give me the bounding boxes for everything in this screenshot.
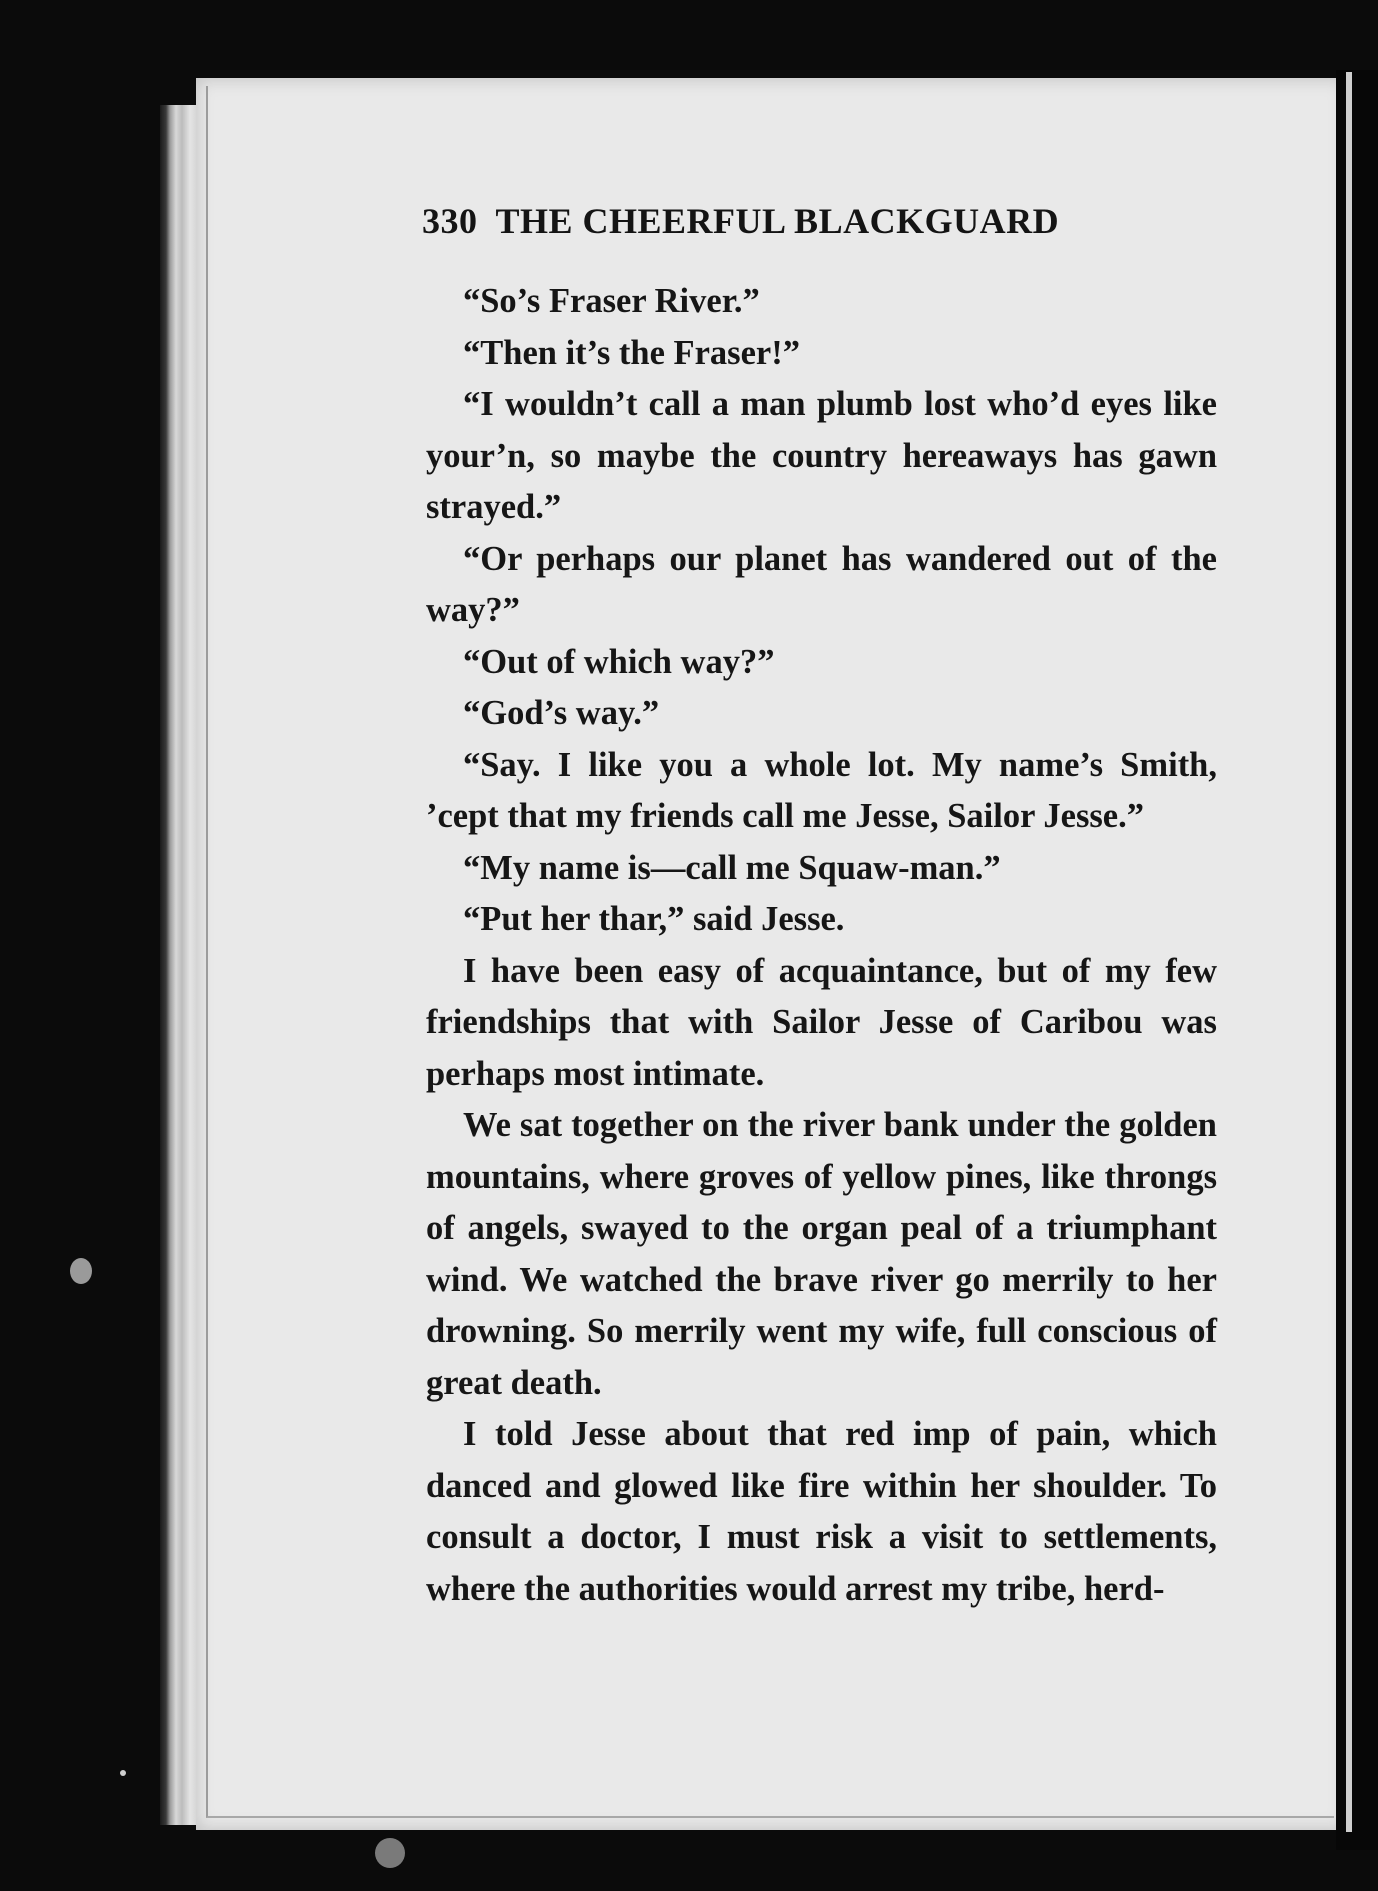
paragraph: I have been easy of acquaintance, but of my few friendships that with Sailor Jesse of Caribou was perhaps most intimate. — [426, 951, 1217, 1093]
paragraph: “So’s Fraser River.” — [463, 282, 760, 320]
page-number: 330 — [422, 201, 478, 241]
right-dark-edge — [1336, 70, 1378, 1850]
scan-speck — [375, 1838, 405, 1868]
paragraph: “I wouldn’t call a man plumb lost who’d eyes like your’n, so maybe the country hereaways has gawn strayed.” — [426, 385, 1217, 526]
paragraph: “God’s way.” — [463, 694, 660, 732]
running-header — [422, 200, 1222, 242]
book-binding-edge — [160, 105, 200, 1825]
paragraph: “Put her thar,” said Jesse. — [463, 900, 845, 938]
scan-speck — [120, 1770, 126, 1776]
paragraph: “Then it’s the Fraser!” — [463, 333, 800, 372]
body-text — [426, 276, 1217, 1615]
paragraph: We sat together on the river bank under the golden mountains, where groves of yellow pines, like throngs of angels, swayed to the organ peal of a triumphant wind. We watched the brave river go merrily to her drowning. So merrily went my wife, full conscious of great death. — [426, 1106, 1217, 1402]
paragraph: “My name is—call me Squaw-man.” — [463, 848, 1001, 887]
right-page-strip — [1346, 72, 1352, 1832]
paragraph: “Say. I like you a whole lot. My name’s Smith, ’cept that my friends call me Jesse, Sailor Jesse.” — [426, 745, 1217, 835]
paragraph: “Out of which way?” — [463, 642, 775, 681]
scan-speck — [70, 1258, 92, 1284]
paragraph: “Or perhaps our planet has wandered out of the way?” — [426, 539, 1217, 629]
running-title: THE CHEERFUL BLACKGUARD — [495, 201, 1060, 241]
paragraph: I told Jesse about that red imp of pain, which danced and glowed like fire within her shoulder. To consult a doctor, I must risk a visit to settlements, where the authorities would arrest my tribe, herd- — [426, 1415, 1217, 1608]
